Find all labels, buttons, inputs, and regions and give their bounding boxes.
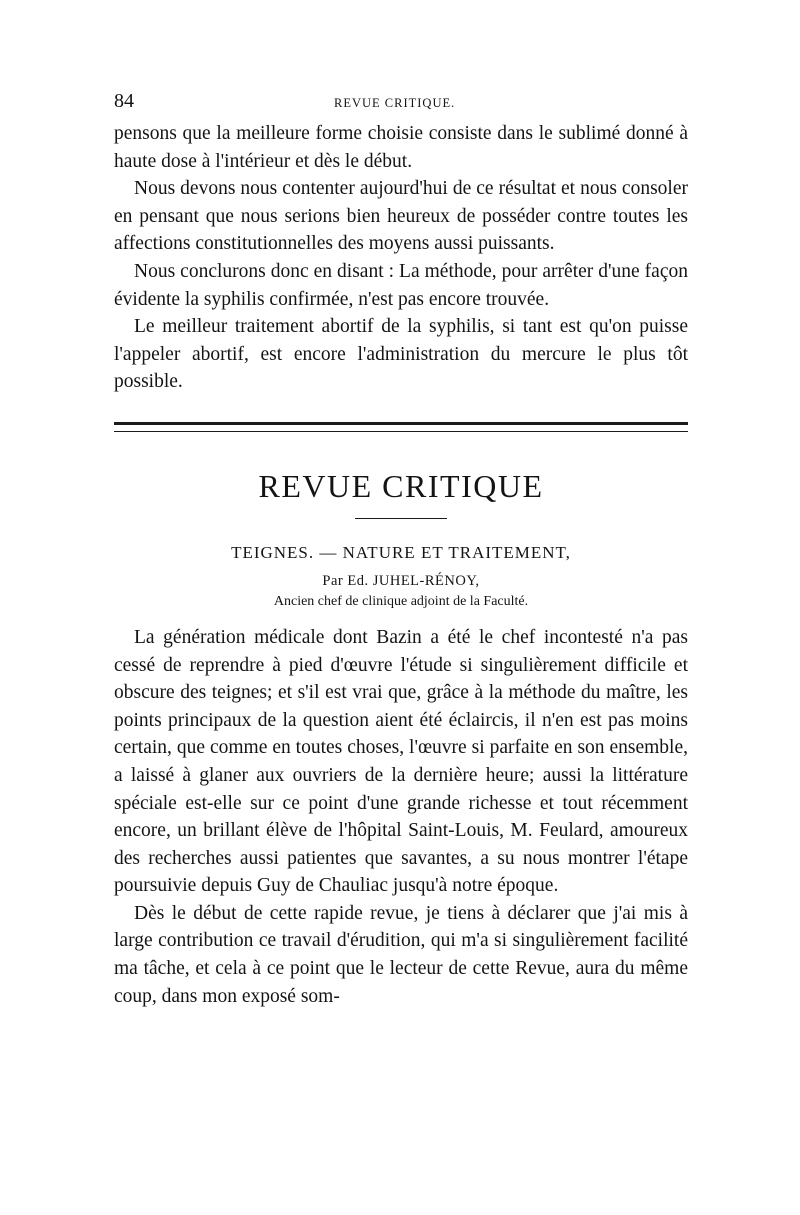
book-page xyxy=(114,90,688,1010)
conclusion-paragraph-1: pensons que la meilleure forme choisie consiste dans le sublimé donné à haute dose à l'intérieur et dès le début. xyxy=(114,123,688,172)
author-affiliation: Ancien chef de clinique adjoint de la Faculté. xyxy=(273,593,529,609)
article-author: Par Ed. JUHEL-RÉNOY, xyxy=(322,572,480,589)
conclusion-paragraph-2: Nous devons nous contenter aujourd'hui de ce résultat et nous consoler en pensant que nous serions bien heureux de posséder contre toutes les affections constitutionnelles des moyens aussi puissants. xyxy=(114,178,688,255)
conclusion-paragraph-3: Nous conclurons donc en disant : La méthode, pour arrêter d'une façon évidente la syphilis confirmée, n'est pas encore trouvée. xyxy=(114,260,688,310)
running-head xyxy=(114,90,688,120)
article-title: TEIGNES. — NATURE ET TRAITEMENT, xyxy=(231,542,571,562)
article-paragraph-2: Dès le début de cette rapide revue, je tiens à déclarer que j'ai mis à large contribution ce travail d'érudition, qui m'a si singulièrement facilité ma tâche, et cela à ce point que le lecteur de cette Revue, aura du même coup, dans mon exposé som- xyxy=(114,902,688,1007)
article-paragraph-1: La génération médicale dont Bazin a été le chef incontesté n'a pas cessé de reprendre à pied d'œuvre l'étude si singulièrement difficile et obscure des teignes; et s'il est vrai que, grâce à la méthode du maître, les points principaux de la question aient été éclaircis, il n'en est pas moins certain, que comme en toutes choses, l'œuvre si parfaite en son ensemble, a laissé à glaner aux ouvriers de la dernière heure; aussi la littérature spéciale est-elle sur ce point d'une grande richesse et tout récemment encore, un brillant élève de l'hôpital Saint-Louis, M. Feulard, amoureux des recherches aussi patientes que savantes, a su nous montrer l'étape poursuivie depuis Guy de Chauliac jusqu'à notre époque. xyxy=(114,626,688,897)
section-divider xyxy=(114,422,688,432)
running-title: REVUE CRITIQUE. xyxy=(334,96,456,110)
section-title: REVUE CRITIQUE xyxy=(258,467,544,504)
page-number: 84 xyxy=(114,90,134,112)
title-rule xyxy=(355,518,447,519)
conclusion-paragraph-4: Le meilleur traitement abortif de la syphilis, si tant est qu'on puisse l'appeler abortif, est encore l'administration du mercure le plus tôt possible. xyxy=(114,316,688,393)
